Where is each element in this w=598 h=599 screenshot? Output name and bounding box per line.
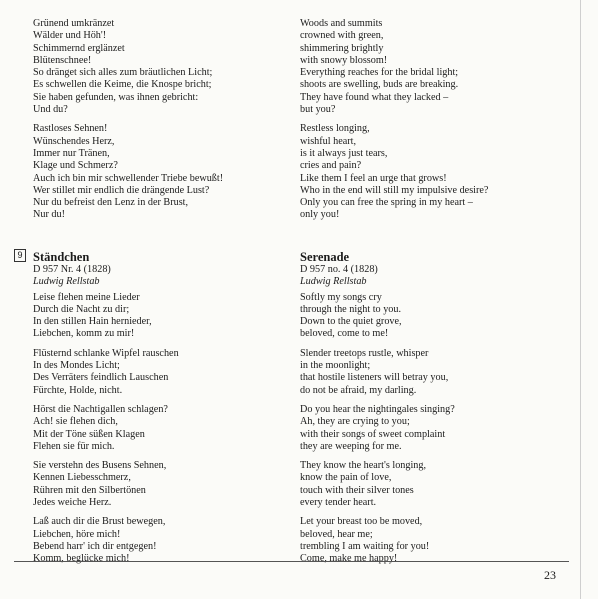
verse-line: Like them I feel an urge that grows! <box>300 172 447 184</box>
stanza <box>33 348 179 397</box>
verse-line: is it always just tears, <box>300 147 388 159</box>
verse-line: In des Mondes Licht; <box>33 360 120 372</box>
verse-line: with their songs of sweet complaint <box>300 428 446 440</box>
english-song-text <box>300 292 455 566</box>
verse-line: Softly my songs cry <box>300 291 382 303</box>
poet-english: Ludwig Rellstab <box>300 276 367 288</box>
stanza <box>33 516 179 565</box>
verse-line: Slender treetops rustle, whisper <box>300 347 429 359</box>
verse-line: Do you hear the nightingales singing? <box>300 403 455 415</box>
verse-line: Woods and summits <box>300 18 383 29</box>
verse-line: in the moonlight; <box>300 360 371 372</box>
verse-line: Fürchte, Holde, nicht. <box>33 384 123 396</box>
verse-line: Mit der Töne süßen Klagen <box>33 428 145 440</box>
verse-line: touch with their silver tones <box>300 484 414 496</box>
verse-line: Ah, they are crying to you; <box>300 416 410 428</box>
verse-line: Und du? <box>33 104 68 116</box>
song-title-english: Serenade <box>300 250 350 264</box>
stanza <box>300 18 545 116</box>
verse-line: Rastloses Sehnen! <box>33 123 108 135</box>
verse-line: Auch ich bin mir schwellender Triebe bewußt! <box>33 172 224 184</box>
verse-line: Nur du! <box>33 209 65 221</box>
verse-line: Who in the end will still my impulsive desire? <box>300 184 489 196</box>
stanza <box>33 123 278 221</box>
verse-line: Laß auch dir die Brust bewegen, <box>33 516 166 528</box>
verse-line: Des Verräters feindlich Lauschen <box>33 372 169 384</box>
verse-line: In den stillen Hain hernieder, <box>33 316 152 328</box>
verse-line: They know the heart's longing, <box>300 460 427 472</box>
stanza <box>33 460 179 509</box>
verse-line: Flehen sie für mich. <box>33 440 115 452</box>
verse-line: Only you can free the spring in my heart – <box>300 197 473 209</box>
verse-line: Nur du befreist den Lenz in der Brust, <box>33 197 189 209</box>
verse-line: Grünend umkränzet <box>33 18 115 29</box>
stanza <box>33 292 179 341</box>
verse-line: Jedes weiche Herz. <box>33 497 112 509</box>
verse-line: Ach! sie flehen dich, <box>33 416 118 428</box>
verse-line: crowned with green, <box>300 30 384 42</box>
verse-line: do not be afraid, my darling. <box>300 384 417 396</box>
stanza <box>300 516 455 565</box>
verse-line: Rühren mit den Silbertönen <box>33 484 146 496</box>
verse-line: Schimmernd erglänzet <box>33 42 125 54</box>
verse-line: every tender heart. <box>300 497 377 509</box>
verse-line: that hostile listeners will betray you, <box>300 372 449 384</box>
verse-line: Bebend harr' ich dir entgegen! <box>33 540 157 552</box>
german-top-text <box>33 18 278 229</box>
verse-line: Immer nur Tränen, <box>33 147 110 159</box>
stanza <box>33 404 179 453</box>
verse-line: they are weeping for me. <box>300 440 402 452</box>
verse-line: trembling I am waiting for you! <box>300 540 430 552</box>
verse-line: Come, make me happy! <box>300 553 398 565</box>
catalog-english: D 957 no. 4 (1828) <box>300 264 378 275</box>
verse-line: Liebchen, höre mich! <box>33 528 121 540</box>
verse-line: Durch die Nacht zu dir; <box>33 303 130 315</box>
verse-line: Restless longing, <box>300 123 370 135</box>
verse-line: shimmering brightly <box>300 42 384 54</box>
verse-line: beloved, hear me; <box>300 528 373 540</box>
page-edge <box>580 0 581 599</box>
verse-line: They have found what they lacked – <box>300 91 449 103</box>
verse-line: Wälder und Höh'! <box>33 30 107 42</box>
verse-line: Liebchen, komm zu mir! <box>33 328 135 340</box>
verse-line: Kennen Liebesschmerz, <box>33 472 131 484</box>
verse-line: only you! <box>300 209 340 221</box>
verse-line: but you? <box>300 104 336 116</box>
verse-line: Leise flehen meine Lieder <box>33 291 140 303</box>
verse-line: wishful heart, <box>300 135 357 147</box>
verse-line: shoots are swelling, buds are breaking. <box>300 79 459 91</box>
german-song <box>33 250 179 573</box>
stanza <box>33 18 278 116</box>
catalog-german: D 957 Nr. 4 (1828) <box>33 264 111 275</box>
verse-line: Es schwellen die Keime, die Knospe bricht; <box>33 79 212 91</box>
footer-rule <box>14 561 569 562</box>
german-song-text <box>33 292 179 566</box>
stanza <box>300 460 455 509</box>
verse-line: Komm, beglücke mich! <box>33 553 130 565</box>
verse-line: Down to the quiet grove, <box>300 316 402 328</box>
stanza <box>300 292 455 341</box>
verse-line: know the pain of love, <box>300 472 392 484</box>
verse-line: Wer stillet mir endlich die drängende Lust? <box>33 184 210 196</box>
stanza <box>300 123 545 221</box>
verse-line: So dränget sich alles zum bräutlichen Licht; <box>33 67 213 79</box>
poet-german: Ludwig Rellstab <box>33 276 100 288</box>
english-top-text <box>300 18 545 229</box>
verse-line: Klage und Schmerz? <box>33 160 118 172</box>
verse-line: Flüsternd schlanke Wipfel rauschen <box>33 347 179 359</box>
track-number-box: 9 <box>14 249 26 262</box>
verse-line: beloved, come to me! <box>300 328 389 340</box>
verse-line: Everything reaches for the bridal light; <box>300 67 459 79</box>
verse-line: Wünschendes Herz, <box>33 135 115 147</box>
stanza <box>300 404 455 453</box>
stanza <box>300 348 455 397</box>
verse-line: Sie haben gefunden, was ihnen gebricht: <box>33 91 199 103</box>
verse-line: Blütenschnee! <box>33 54 92 66</box>
verse-line: Let your breast too be moved, <box>300 516 423 528</box>
english-song <box>300 250 455 573</box>
verse-line: Sie verstehn des Busens Sehnen, <box>33 460 167 472</box>
verse-line: through the night to you. <box>300 303 402 315</box>
page-number: 23 <box>544 568 556 582</box>
verse-line: with snowy blossom! <box>300 54 388 66</box>
verse-line: cries and pain? <box>300 160 362 172</box>
verse-line: Hörst die Nachtigallen schlagen? <box>33 403 168 415</box>
song-title-german: Ständchen <box>33 250 90 264</box>
